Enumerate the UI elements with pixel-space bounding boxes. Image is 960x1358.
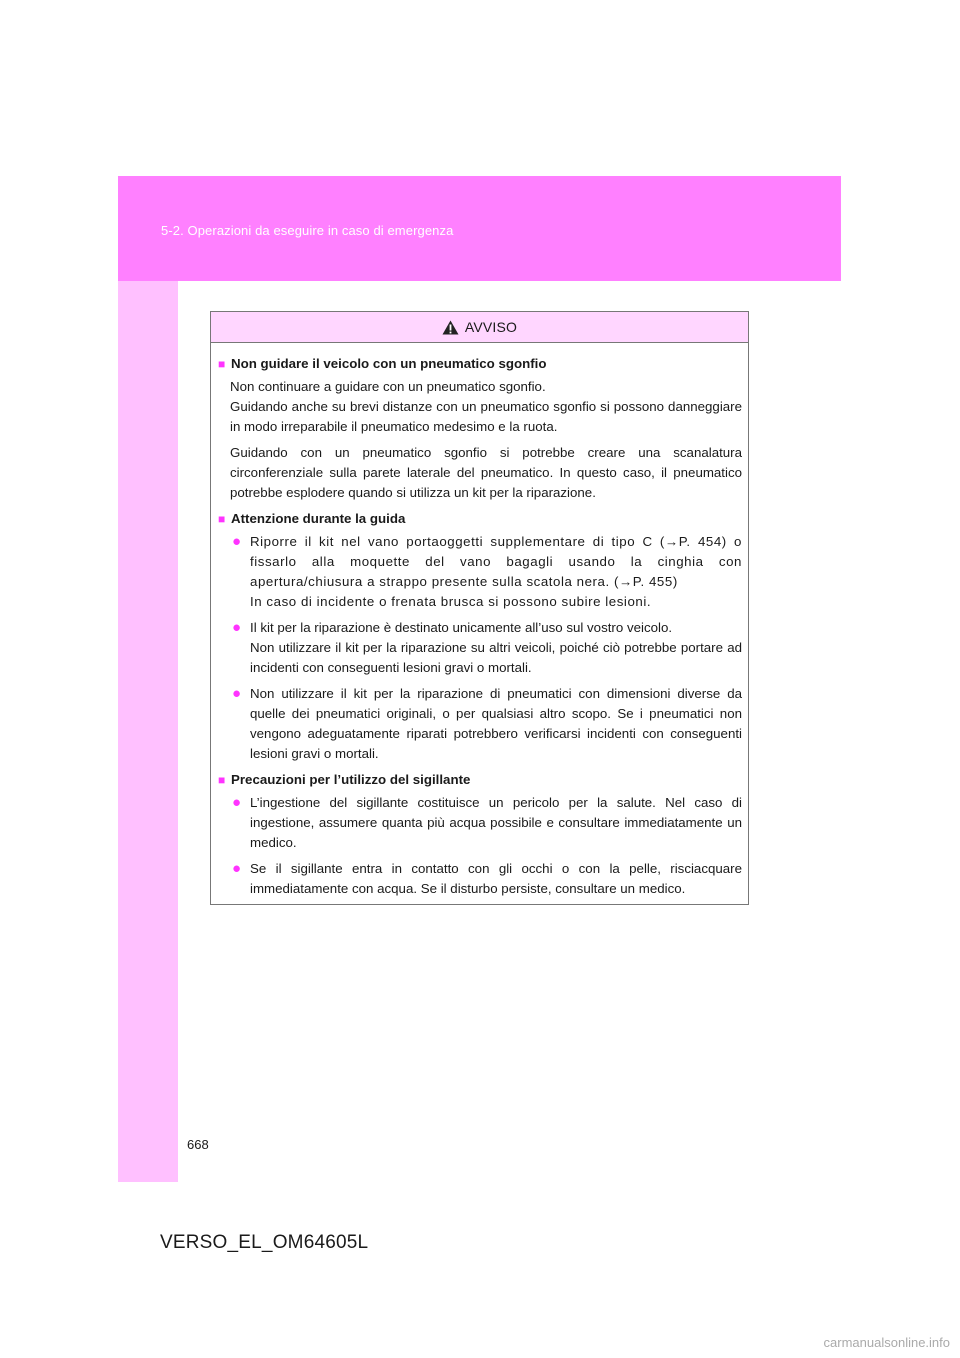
warning-body <box>211 343 748 899</box>
round-bullet-icon: ● <box>232 860 242 877</box>
section-heading: ■ Attenzione durante la guida <box>218 509 742 529</box>
round-bullet-icon: ● <box>232 685 242 702</box>
square-bullet-icon: ■ <box>218 512 226 526</box>
header-band <box>118 176 841 281</box>
bullet-text: In caso di incidente o frenata brusca si possono subire lesioni. <box>250 594 652 609</box>
bullet-item <box>232 618 742 678</box>
round-bullet-icon: ● <box>232 794 242 811</box>
bullet-item <box>232 793 742 853</box>
section-heading: ■ Non guidare il veicolo con un pneumatico sgonfio <box>218 354 742 374</box>
paragraph: Non continuare a guidare con un pneumatico sgonfio. <box>230 379 546 394</box>
round-bullet-icon: ● <box>232 619 242 636</box>
warning-box <box>210 311 749 905</box>
warning-title: AVVISO <box>464 319 518 335</box>
bullet-text: L’ingestione del sigillante costituisce un pericolo per la salute. Nel caso di ingestione, assumere quanta più acqua possibile e consultare immediatamente un medico. <box>250 795 742 850</box>
paragraph: Guidando anche su brevi distanze con un pneumatico sgonfio si possono danneggiare in modo irreparabile il pneumatico medesimo e la ruota. <box>230 399 742 434</box>
warning-triangle-icon <box>442 320 459 335</box>
bullet-item <box>232 532 742 612</box>
bullet-text: Non utilizzare il kit per la riparazione di pneumatici con dimensioni diverse da quelle dei pneumatici originali, o per qualsiasi altro scopo. Se i pneumatici non vengono adeguatamente riparati potrebbero verificarsi incidenti con conseguenti lesioni gravi o mortali. <box>250 686 742 761</box>
section-title: 5-2. Operazioni da eseguire in caso di emergenza <box>161 223 454 238</box>
watermark: carmanualsonline.info <box>823 1335 950 1350</box>
warning-header <box>211 312 748 343</box>
bullet-text: Riporre il kit nel vano portaoggetti supplementare di tipo C (→P. 454) o fissarlo alla moquette del vano bagagli usando la cinghia con apertura/chiusura a strappo presente sulla scatola nera. (→P. 455) <box>250 534 742 589</box>
bullet-text: Se il sigillante entra in contatto con gli occhi o con la pelle, risciacquare immediatamente con acqua. Se il disturbo persiste, consultare un medico. <box>250 861 742 896</box>
side-band <box>118 281 178 1182</box>
section-heading: ■ Precauzioni per l’utilizzo del sigillante <box>218 770 742 790</box>
bullet-text: Non utilizzare il kit per la riparazione su altri veicoli, poiché ciò potrebbe portare ad incidenti con conseguenti lesioni gravi o mortali. <box>250 640 742 675</box>
paragraph: Guidando con un pneumatico sgonfio si potrebbe creare una scanalatura circonferenziale sulla parete laterale del pneumatico. In questo caso, il pneumatico potrebbe esplodere quando si utilizza un kit per la riparazione. <box>230 445 742 500</box>
bullet-text: Il kit per la riparazione è destinato unicamente all’uso sul vostro veicolo. <box>250 620 673 635</box>
bullet-item <box>232 684 742 764</box>
page-number: 668 <box>187 1137 209 1152</box>
square-bullet-icon: ■ <box>218 357 226 371</box>
bullet-item <box>232 859 742 899</box>
document-code: VERSO_EL_OM64605L <box>160 1232 369 1253</box>
square-bullet-icon: ■ <box>218 773 226 787</box>
round-bullet-icon: ● <box>232 533 242 550</box>
